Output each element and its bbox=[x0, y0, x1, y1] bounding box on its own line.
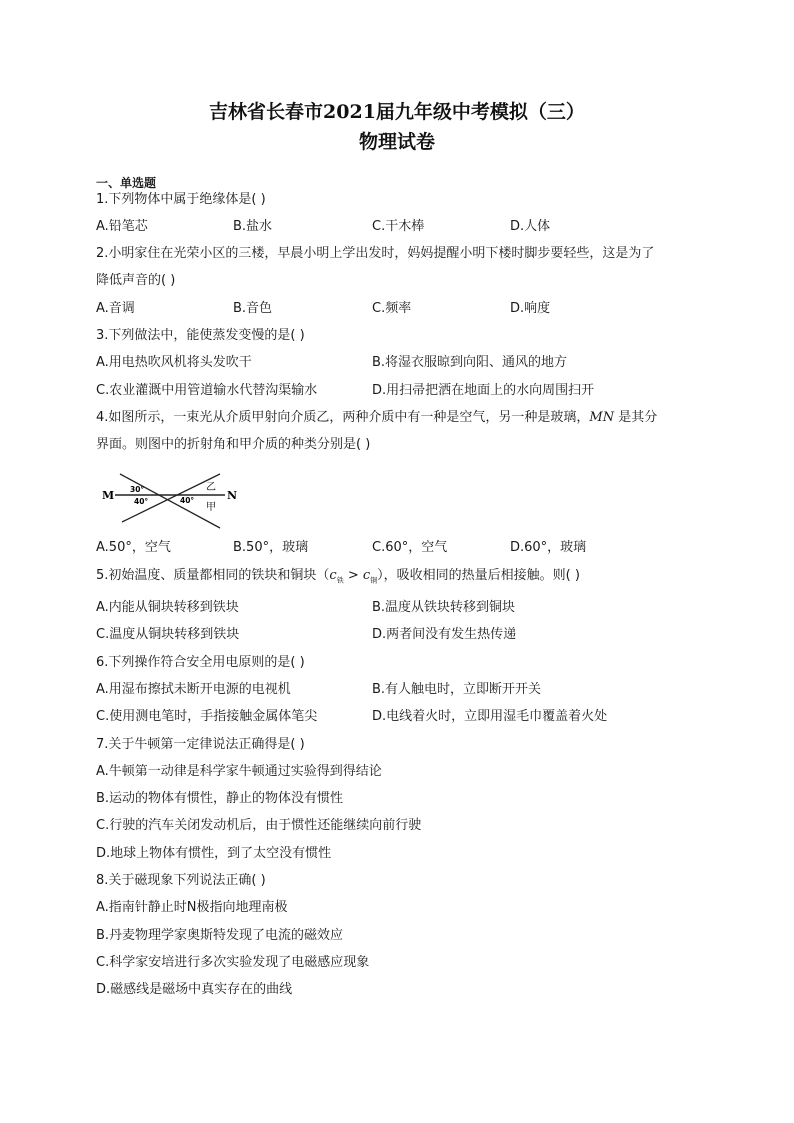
q8-option-d: D.磁感线是磁场中真实存在的曲线 bbox=[96, 982, 293, 997]
exam-title: 吉林省长春市2021届九年级中考模拟（三） bbox=[209, 101, 585, 123]
q6-option-a: A.用湿布擦拭未断开电源的电视机 bbox=[96, 682, 291, 697]
q2-stem-line1: 2.小明家住在光荣小区的三楼，早晨小明上学出发时，妈妈提醒小明下楼时脚步要轻些，这是为了 bbox=[96, 246, 655, 261]
medium-yi-label: 乙 bbox=[206, 482, 216, 493]
q5-option-d: D.两者间没有发生热传递 bbox=[372, 627, 517, 642]
q5-greater-than: > bbox=[343, 568, 363, 583]
q5-sub-iron: 铁 bbox=[336, 576, 344, 585]
q1-option-c: C.干木棒 bbox=[372, 219, 425, 234]
q5-option-b: B.温度从铁块转移到铜块 bbox=[372, 600, 516, 615]
q7-option-b: B.运动的物体有惯性，静止的物体没有惯性 bbox=[96, 791, 344, 806]
q4-stem-part2: 是其分 bbox=[614, 410, 658, 425]
q3-option-c: C.农业灌溉中用管道输水代替沟渠输水 bbox=[96, 383, 318, 398]
q4-stem-line1 bbox=[96, 410, 657, 426]
section-heading: 一、单选题 bbox=[96, 176, 157, 190]
q7-option-a: A.牛顿第一动律是科学家牛顿通过实验得到得结论 bbox=[96, 764, 382, 779]
q5-option-c: C.温度从铜块转移到铁块 bbox=[96, 627, 240, 642]
q3-option-d: D.用扫帚把洒在地面上的水向周围扫开 bbox=[372, 383, 595, 398]
exam-subtitle: 物理试卷 bbox=[358, 131, 435, 153]
q4-option-c: C.60°，空气 bbox=[372, 540, 448, 555]
q8-stem: 8.关于磁现象下列说法正确( ) bbox=[96, 873, 266, 888]
q8-option-a: A.指南针静止时N极指向地理南极 bbox=[96, 900, 288, 915]
q2-option-a: A.音调 bbox=[96, 301, 135, 316]
q7-stem: 7.关于牛顿第一定律说法正确得是( ) bbox=[96, 737, 305, 752]
q4-mn-label: MN bbox=[589, 410, 615, 425]
q5-c-iron: c bbox=[329, 568, 337, 583]
q2-option-c: C.频率 bbox=[372, 301, 412, 316]
angle-label-40-right: 40° bbox=[180, 496, 195, 505]
refraction-diagram bbox=[100, 470, 250, 532]
q4-stem-part1: 4.如图所示，一束光从介质甲射向介质乙，两种介质中有一种是空气，另一种是玻璃， bbox=[96, 410, 590, 425]
q3-option-b: B.将湿衣服晾到向阳、通风的地方 bbox=[372, 355, 568, 370]
q4-option-a: A.50°，空气 bbox=[96, 540, 171, 555]
q8-option-b: B.丹麦物理学家奥斯特发现了电流的磁效应 bbox=[96, 928, 344, 943]
q6-stem: 6.下列操作符合安全用电原则的是( ) bbox=[96, 655, 305, 670]
q3-option-a: A.用电热吹风机将头发吹干 bbox=[96, 355, 252, 370]
q5-option-a: A.内能从铜块转移到铁块 bbox=[96, 600, 239, 615]
q5-stem-part1: 5.初始温度、质量都相同的铁块和铜块（ bbox=[96, 568, 330, 583]
q2-stem-line2: 降低声音的( ) bbox=[96, 273, 176, 288]
q2-option-b: B.音色 bbox=[233, 301, 273, 316]
q5-stem bbox=[96, 568, 580, 589]
label-n: N bbox=[227, 489, 238, 502]
q7-option-c: C.行驶的汽车关闭发动机后，由于惯性还能继续向前行驶 bbox=[96, 818, 422, 833]
q8-option-c: C.科学家安培进行多次实验发现了电磁感应现象 bbox=[96, 955, 370, 970]
q4-option-b: B.50°，玻璃 bbox=[233, 540, 309, 555]
q1-option-a: A.铅笔芯 bbox=[96, 219, 148, 234]
q6-option-c: C.使用测电笔时，手指接触金属体笔尖 bbox=[96, 709, 318, 724]
q5-c-copper: c bbox=[362, 568, 371, 583]
q7-option-d: D.地球上物体有惯性，到了太空没有惯性 bbox=[96, 846, 332, 861]
medium-jia-label: 甲 bbox=[206, 502, 216, 513]
q6-option-b: B.有人触电时，立即断开开关 bbox=[372, 682, 542, 697]
q1-option-b: B.盐水 bbox=[233, 219, 273, 234]
q4-stem-line2: 界面。则图中的折射角和甲介质的种类分别是( ) bbox=[96, 437, 371, 452]
q5-stem-part2: ），吸收相同的热量后相接触。则( ) bbox=[377, 568, 580, 583]
angle-label-30: 30° bbox=[130, 485, 145, 494]
label-m: M bbox=[102, 489, 115, 502]
q4-option-d: D.60°，玻璃 bbox=[510, 540, 587, 555]
angle-label-40-left: 40° bbox=[134, 497, 149, 506]
q3-stem: 3.下列做法中，能使蒸发变慢的是( ) bbox=[96, 328, 305, 343]
q2-option-d: D.响度 bbox=[510, 301, 551, 316]
q6-option-d: D.电线着火时，立即用湿毛巾覆盖着火处 bbox=[372, 709, 608, 724]
q5-sub-copper: 铜 bbox=[370, 576, 378, 585]
q1-stem: 1.下列物体中属于绝缘体是( ) bbox=[96, 192, 266, 207]
q1-option-d: D.人体 bbox=[510, 219, 551, 234]
